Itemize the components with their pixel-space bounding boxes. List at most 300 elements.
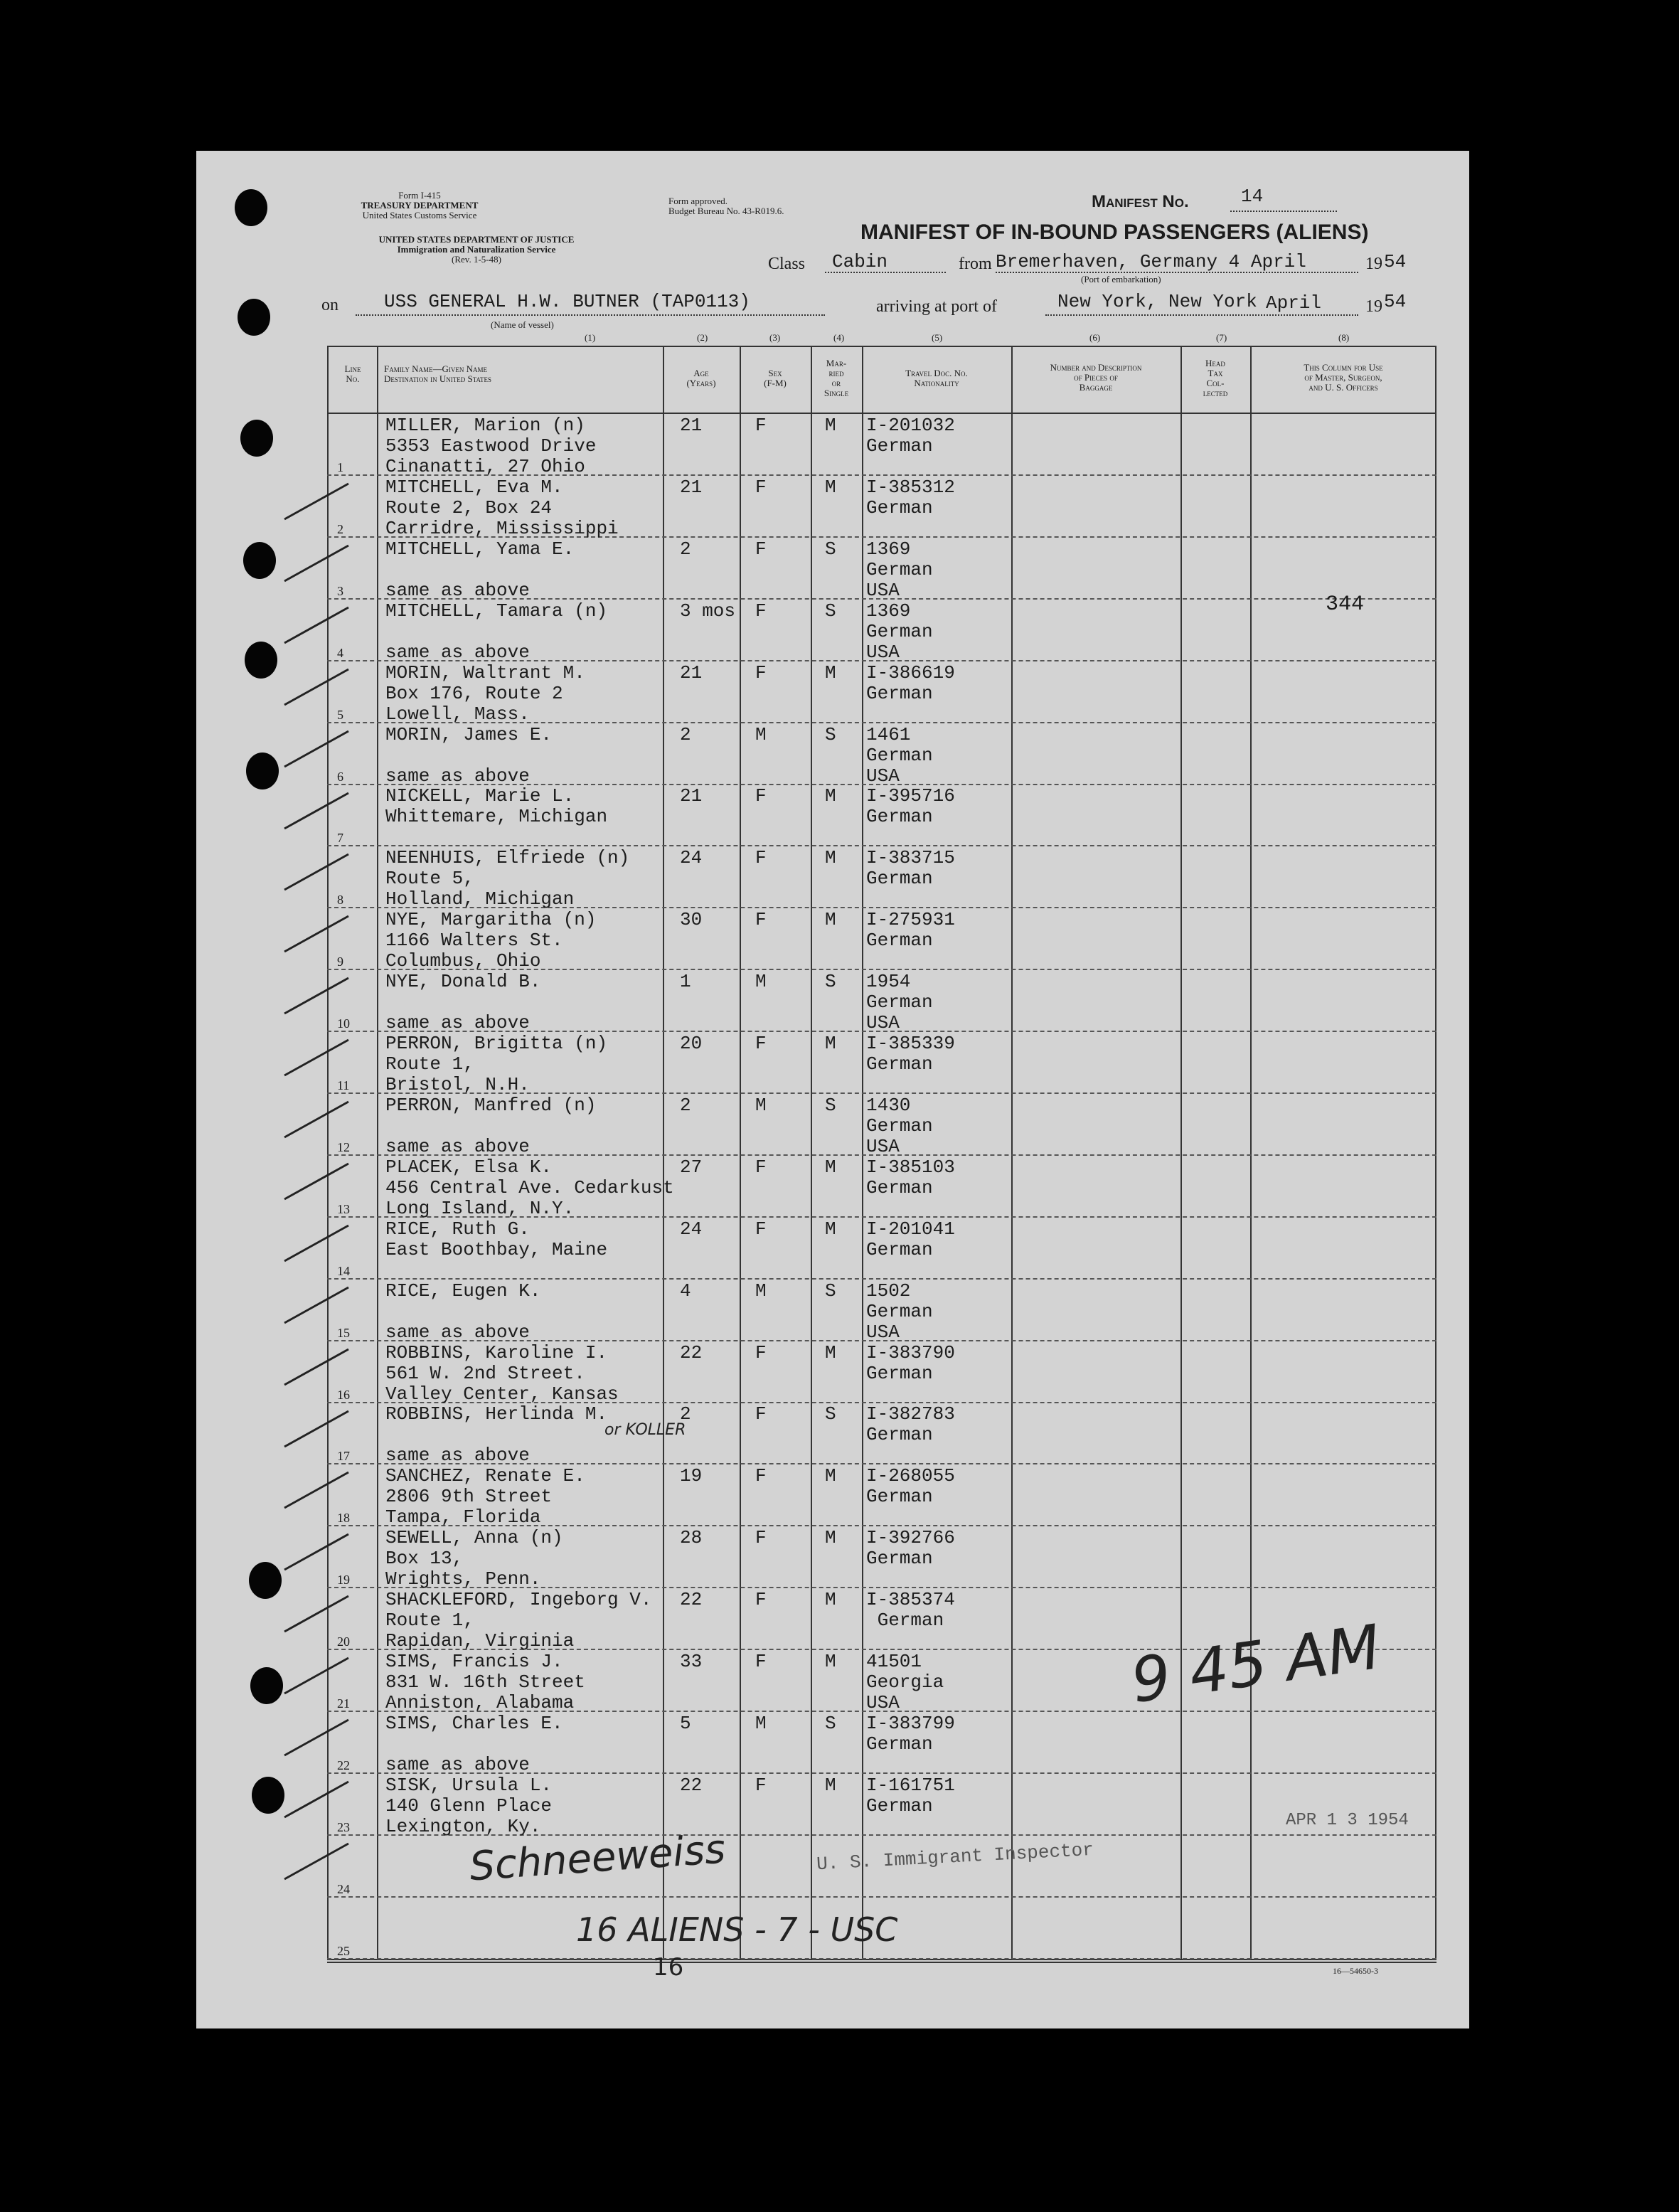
sex-value: F bbox=[755, 1342, 767, 1363]
vessel-name: USS GENERAL H.W. BUTNER (TAP0113) bbox=[384, 291, 750, 312]
travel-doc-line: I-383715 bbox=[866, 847, 955, 868]
age-value: 21 bbox=[680, 477, 703, 498]
column-number: (2) bbox=[697, 332, 708, 343]
passenger-name-line: Lowell, Mass. bbox=[385, 703, 530, 725]
travel-doc-line: German bbox=[866, 1424, 933, 1445]
travel-doc-line: German bbox=[866, 1301, 933, 1322]
passenger-name-line: PERRON, Manfred (n) bbox=[385, 1095, 597, 1116]
passenger-name-line: Anniston, Alabama bbox=[385, 1692, 575, 1713]
travel-doc-line: German bbox=[866, 1239, 933, 1260]
sex-value: F bbox=[755, 600, 767, 622]
line-number: 11 bbox=[337, 1078, 350, 1092]
marital-status: S bbox=[825, 1713, 836, 1734]
age-value: 24 bbox=[680, 1218, 703, 1240]
age-value: 21 bbox=[680, 785, 703, 807]
passenger-name-line: 561 W. 2nd Street. bbox=[385, 1363, 585, 1384]
age-value: 19 bbox=[680, 1465, 703, 1487]
check-mark bbox=[284, 793, 348, 829]
table-row bbox=[327, 1218, 1437, 1280]
sex-value: F bbox=[755, 415, 767, 436]
sex-value: F bbox=[755, 1156, 767, 1178]
travel-doc-line: 1461 bbox=[866, 724, 911, 745]
sex-value: F bbox=[755, 1527, 767, 1548]
marital-status: M bbox=[825, 1033, 836, 1054]
check-mark bbox=[284, 607, 348, 643]
travel-doc-line: German bbox=[866, 1363, 933, 1384]
inspector-stamp: U. S. Immigrant Inspector bbox=[816, 1839, 1094, 1876]
marital-status: M bbox=[825, 785, 836, 807]
check-mark bbox=[284, 1844, 348, 1879]
travel-doc-line: USA bbox=[866, 1322, 900, 1343]
sex-value: F bbox=[755, 1775, 767, 1796]
passenger-name-line: MITCHELL, Yama E. bbox=[385, 538, 575, 560]
header-officers: This Column for Use of Master, Surgeon, and U. S. Officers bbox=[1304, 362, 1383, 393]
arrival-port: New York, New York bbox=[1057, 291, 1257, 312]
header-sex: Sex (F-M) bbox=[764, 368, 787, 388]
passenger-name-line: Route 1, bbox=[385, 1053, 474, 1075]
travel-doc-line: German bbox=[866, 1548, 933, 1569]
passenger-name-line: same as above bbox=[385, 580, 530, 601]
sex-value: F bbox=[755, 1465, 767, 1487]
vessel-caption: (Name of vessel) bbox=[491, 319, 554, 330]
passenger-name-line: Bristol, N.H. bbox=[385, 1074, 530, 1095]
embarkation-caption: (Port of embarkation) bbox=[1081, 274, 1161, 285]
column-number: (4) bbox=[833, 332, 845, 343]
sex-value: F bbox=[755, 847, 767, 868]
on-label: on bbox=[321, 296, 339, 314]
check-mark bbox=[284, 731, 348, 767]
from-label: from bbox=[959, 255, 992, 273]
marital-status: M bbox=[825, 1589, 836, 1610]
passenger-name-line: same as above bbox=[385, 1754, 530, 1775]
column-number: (1) bbox=[585, 332, 596, 343]
passenger-name-line: ROBBINS, Karoline I. bbox=[385, 1342, 608, 1363]
from-year-prefix: 19 bbox=[1365, 255, 1382, 273]
table-row bbox=[327, 846, 1437, 908]
passenger-name-line: Holland, Michigan bbox=[385, 888, 575, 910]
passenger-name-line: Whittemare, Michigan bbox=[385, 806, 608, 827]
sex-value: F bbox=[755, 1589, 767, 1610]
sex-value: F bbox=[755, 1033, 767, 1054]
travel-doc-line: 1369 bbox=[866, 538, 911, 560]
line-number: 5 bbox=[337, 708, 343, 722]
department-block: UNITED STATES DEPARTMENT OF JUSTICE Immigration and Naturalization Service (Rev. 1-5-48) bbox=[378, 234, 575, 265]
table-row bbox=[327, 1094, 1437, 1156]
travel-doc-line: I-201041 bbox=[866, 1218, 955, 1240]
travel-doc-line: USA bbox=[866, 1692, 900, 1713]
check-mark bbox=[284, 854, 348, 890]
column-number: (3) bbox=[769, 332, 781, 343]
travel-doc-line: I-395716 bbox=[866, 785, 955, 807]
travel-doc-line: German bbox=[866, 1610, 944, 1631]
sex-value: F bbox=[755, 477, 767, 498]
line-number: 25 bbox=[337, 1944, 350, 1958]
line-number: 7 bbox=[337, 831, 343, 845]
travel-doc-line: German bbox=[866, 868, 933, 889]
table-bottom-rule bbox=[327, 1962, 1437, 1963]
passenger-name-line: RICE, Ruth G. bbox=[385, 1218, 530, 1240]
marital-status: M bbox=[825, 1342, 836, 1363]
travel-doc-line: German bbox=[866, 745, 933, 766]
passenger-name-line: NICKELL, Marie L. bbox=[385, 785, 575, 807]
age-value: 21 bbox=[680, 415, 703, 436]
travel-doc-line: German bbox=[866, 1733, 933, 1755]
marital-status: S bbox=[825, 1403, 836, 1425]
age-value: 28 bbox=[680, 1527, 703, 1548]
table-row bbox=[327, 1464, 1437, 1526]
column-number: (6) bbox=[1089, 332, 1101, 343]
header-baggage: Number and Description of Pieces of Baggage bbox=[1050, 362, 1142, 393]
travel-doc-line: 1430 bbox=[866, 1095, 911, 1116]
header-line-no: Line No. bbox=[344, 363, 361, 384]
passenger-name-line: same as above bbox=[385, 1445, 530, 1466]
table-row bbox=[327, 476, 1437, 538]
check-mark bbox=[284, 1658, 348, 1693]
line-number: 8 bbox=[337, 893, 343, 907]
passenger-name-line: SANCHEZ, Renate E. bbox=[385, 1465, 585, 1487]
check-mark bbox=[284, 1534, 348, 1570]
age-value: 33 bbox=[680, 1651, 703, 1672]
marital-status: M bbox=[825, 662, 836, 684]
form-id-block: Form I-415 TREASURY DEPARTMENT United States Customs Service bbox=[361, 190, 479, 220]
age-value: 20 bbox=[680, 1033, 703, 1054]
sex-value: F bbox=[755, 538, 767, 560]
line-number: 2 bbox=[337, 522, 343, 536]
passenger-name-line: Lexington, Ky. bbox=[385, 1816, 541, 1837]
passenger-name-line: Carridre, Mississippi bbox=[385, 518, 619, 539]
age-value: 22 bbox=[680, 1342, 703, 1363]
travel-doc-line: Georgia bbox=[866, 1671, 944, 1693]
passenger-name-line: Box 13, bbox=[385, 1548, 464, 1569]
travel-doc-line: USA bbox=[866, 1136, 900, 1157]
travel-doc-line: German bbox=[866, 806, 933, 827]
footer-code: 16—54650-3 bbox=[1333, 1966, 1378, 1976]
handwritten-time: 9 45 AM bbox=[1126, 1612, 1385, 1717]
line-number: 19 bbox=[337, 1573, 350, 1587]
check-mark bbox=[284, 546, 348, 581]
check-mark bbox=[284, 484, 348, 519]
arriving-label: arriving at port of bbox=[876, 297, 997, 316]
header-name: Family Name—Given Name Destination in United States bbox=[384, 363, 492, 384]
marital-status: S bbox=[825, 600, 836, 622]
date-stamp: APR 1 3 1954 bbox=[1286, 1811, 1409, 1830]
sex-value: M bbox=[755, 1095, 767, 1116]
travel-doc-line: I-161751 bbox=[866, 1775, 955, 1796]
travel-doc-line: German bbox=[866, 497, 933, 519]
age-value: 2 bbox=[680, 724, 691, 745]
travel-doc-line: German bbox=[866, 1053, 933, 1075]
alien-count-sub: 16 bbox=[653, 1953, 684, 1982]
line-number: 24 bbox=[337, 1882, 350, 1896]
manifest-no-label: Manifest No. bbox=[1092, 192, 1189, 211]
arrival-date: April bbox=[1266, 292, 1322, 314]
marital-status: M bbox=[825, 847, 836, 868]
travel-doc-line: German bbox=[866, 1177, 933, 1198]
table-row bbox=[327, 970, 1437, 1032]
binder-hole bbox=[235, 189, 267, 226]
line-number: 20 bbox=[337, 1634, 350, 1649]
check-mark bbox=[284, 1349, 348, 1385]
age-value: 24 bbox=[680, 847, 703, 868]
arrival-line bbox=[1045, 314, 1358, 316]
table-row bbox=[327, 1156, 1437, 1218]
check-mark bbox=[284, 1225, 348, 1261]
travel-doc-line: German bbox=[866, 930, 933, 951]
column-number: (5) bbox=[932, 332, 943, 343]
passenger-name-line: same as above bbox=[385, 1136, 530, 1157]
line-number: 9 bbox=[337, 955, 343, 969]
page-title: MANIFEST OF IN-BOUND PASSENGERS (ALIENS) bbox=[860, 220, 1369, 244]
age-value: 22 bbox=[680, 1775, 703, 1796]
marital-status: M bbox=[825, 1651, 836, 1672]
sex-value: F bbox=[755, 909, 767, 930]
travel-doc-line: 1369 bbox=[866, 600, 911, 622]
check-mark bbox=[284, 1472, 348, 1508]
class-value: Cabin bbox=[832, 251, 888, 272]
marital-status: M bbox=[825, 1465, 836, 1487]
passenger-name-line: NYE, Donald B. bbox=[385, 971, 541, 992]
manifest-no: 14 bbox=[1241, 186, 1264, 207]
travel-doc-line: I-383790 bbox=[866, 1342, 955, 1363]
passenger-name-line: PLACEK, Elsa K. bbox=[385, 1156, 553, 1178]
table-row bbox=[327, 1712, 1437, 1774]
line-number: 14 bbox=[337, 1264, 350, 1278]
checkmark-column bbox=[270, 427, 363, 1920]
travel-doc-line: USA bbox=[866, 765, 900, 787]
table-row bbox=[327, 600, 1437, 661]
officer-number: 344 bbox=[1326, 592, 1365, 617]
marital-status: S bbox=[825, 538, 836, 560]
line-number: 22 bbox=[337, 1758, 350, 1772]
check-mark bbox=[284, 1287, 348, 1323]
line-number: 17 bbox=[337, 1449, 350, 1463]
marital-status: S bbox=[825, 724, 836, 745]
check-mark bbox=[284, 1782, 348, 1817]
table-row bbox=[327, 1280, 1437, 1341]
passenger-name-line: SEWELL, Anna (n) bbox=[385, 1527, 563, 1548]
travel-doc-line: I-385374 bbox=[866, 1589, 955, 1610]
line-number: 21 bbox=[337, 1696, 350, 1711]
passenger-name-line: RICE, Eugen K. bbox=[385, 1280, 541, 1302]
passenger-name-line: 5353 Eastwood Drive bbox=[385, 435, 597, 457]
sex-value: F bbox=[755, 1218, 767, 1240]
header-age: Age (Years) bbox=[686, 368, 716, 388]
marital-status: M bbox=[825, 1156, 836, 1178]
class-label: Class bbox=[768, 255, 806, 273]
travel-doc-line: German bbox=[866, 1486, 933, 1507]
age-value: 1 bbox=[680, 971, 691, 992]
table-row bbox=[327, 723, 1437, 785]
sex-value: M bbox=[755, 724, 767, 745]
table-row bbox=[327, 538, 1437, 600]
marital-status: M bbox=[825, 477, 836, 498]
passenger-name-line: 1166 Walters St. bbox=[385, 930, 563, 951]
passenger-name-line: Rapidan, Virginia bbox=[385, 1630, 575, 1652]
travel-doc-line: I-385339 bbox=[866, 1033, 955, 1054]
passenger-name-line: ROBBINS, Herlinda M. bbox=[385, 1403, 608, 1425]
passenger-name-line: SHACKLEFORD, Ingeborg V. bbox=[385, 1589, 652, 1610]
travel-doc-line: I-275931 bbox=[866, 909, 955, 930]
line-number: 18 bbox=[337, 1511, 350, 1525]
passenger-name-line: Route 1, bbox=[385, 1610, 474, 1631]
sex-value: F bbox=[755, 1651, 767, 1672]
line-number: 15 bbox=[337, 1326, 350, 1340]
passenger-name-line: same as above bbox=[385, 1322, 530, 1343]
check-mark bbox=[284, 1102, 348, 1137]
column-number: (8) bbox=[1338, 332, 1350, 343]
approval-note: Form approved. Budget Bureau No. 43-R019.6. bbox=[668, 196, 784, 216]
arrival-year-prefix: 19 bbox=[1365, 297, 1382, 316]
passenger-name-line: PERRON, Brigitta (n) bbox=[385, 1033, 608, 1054]
check-mark bbox=[284, 978, 348, 1014]
passenger-name-line: Wrights, Penn. bbox=[385, 1568, 541, 1590]
marital-status: S bbox=[825, 971, 836, 992]
travel-doc-line: I-392766 bbox=[866, 1527, 955, 1548]
travel-doc-line: German bbox=[866, 683, 933, 704]
age-value: 2 bbox=[680, 538, 691, 560]
travel-doc-line: 1954 bbox=[866, 971, 911, 992]
line-number: 1 bbox=[337, 460, 343, 474]
age-value: 21 bbox=[680, 662, 703, 684]
marital-status: M bbox=[825, 909, 836, 930]
travel-doc-line: USA bbox=[866, 1012, 900, 1033]
passenger-name-line: Box 176, Route 2 bbox=[385, 683, 563, 704]
sex-value: F bbox=[755, 1403, 767, 1425]
line-number: 16 bbox=[337, 1388, 350, 1402]
travel-doc-line: USA bbox=[866, 642, 900, 663]
sex-value: F bbox=[755, 785, 767, 807]
age-value: 2 bbox=[680, 1403, 691, 1425]
passenger-name-line: MORIN, James E. bbox=[385, 724, 553, 745]
sex-value: M bbox=[755, 1280, 767, 1302]
travel-doc-line: 41501 bbox=[866, 1651, 922, 1672]
passenger-name-line: same as above bbox=[385, 642, 530, 663]
line-number: 23 bbox=[337, 1820, 350, 1834]
line-number: 6 bbox=[337, 770, 343, 784]
alien-count-summary: 16 ALIENS - 7 - USC bbox=[576, 1910, 898, 1949]
travel-doc-line: I-385103 bbox=[866, 1156, 955, 1178]
age-value: 22 bbox=[680, 1589, 703, 1610]
passenger-name-line: 831 W. 16th Street bbox=[385, 1671, 585, 1693]
check-mark bbox=[284, 1411, 348, 1447]
travel-doc-line: I-268055 bbox=[866, 1465, 955, 1487]
passenger-name-line: MITCHELL, Eva M. bbox=[385, 477, 563, 498]
age-value: 2 bbox=[680, 1095, 691, 1116]
line-number: 10 bbox=[337, 1016, 350, 1031]
marital-status: M bbox=[825, 415, 836, 436]
passenger-name-line: Columbus, Ohio bbox=[385, 950, 541, 972]
travel-doc-line: USA bbox=[866, 580, 900, 601]
travel-doc-line: I-386619 bbox=[866, 662, 955, 684]
check-mark bbox=[284, 1164, 348, 1199]
sex-value: M bbox=[755, 1713, 767, 1734]
inspector-signature: Schneeweiss bbox=[468, 1826, 727, 1891]
passenger-name-line: NYE, Margaritha (n) bbox=[385, 909, 597, 930]
marital-status: M bbox=[825, 1775, 836, 1796]
passenger-name-line: Route 2, Box 24 bbox=[385, 497, 553, 519]
passenger-name-line: Valley Center, Kansas bbox=[385, 1383, 619, 1405]
header-travel-doc: Travel Doc. No. Nationality bbox=[905, 368, 968, 388]
check-mark bbox=[284, 669, 348, 705]
passenger-name-line: 140 Glenn Place bbox=[385, 1795, 553, 1817]
header-married: Mar- ried or Single bbox=[823, 358, 849, 398]
check-mark bbox=[284, 1596, 348, 1632]
sex-value: M bbox=[755, 971, 767, 992]
age-value: 30 bbox=[680, 909, 703, 930]
check-mark bbox=[284, 1040, 348, 1075]
table-row bbox=[327, 1403, 1437, 1464]
passenger-name-line: SIMS, Francis J. bbox=[385, 1651, 563, 1672]
travel-doc-line: 1502 bbox=[866, 1280, 911, 1302]
passenger-name-line: MITCHELL, Tamara (n) bbox=[385, 600, 608, 622]
check-mark bbox=[284, 916, 348, 952]
sex-value: F bbox=[755, 662, 767, 684]
table-row bbox=[327, 414, 1437, 476]
binder-hole bbox=[240, 420, 273, 457]
vessel-line bbox=[356, 314, 825, 316]
passenger-name-line: SIMS, Charles E. bbox=[385, 1713, 563, 1734]
passenger-name-line: MILLER, Marion (n) bbox=[385, 415, 585, 436]
passenger-name-line: Tampa, Florida bbox=[385, 1506, 541, 1528]
table-row bbox=[327, 908, 1437, 970]
arrival-year: 54 bbox=[1384, 291, 1407, 312]
table-row bbox=[327, 1774, 1437, 1836]
marital-status: S bbox=[825, 1095, 836, 1116]
marital-status: M bbox=[825, 1218, 836, 1240]
check-mark bbox=[284, 1720, 348, 1755]
age-value: 4 bbox=[680, 1280, 691, 1302]
travel-doc-line: German bbox=[866, 1115, 933, 1137]
age-value: 3 mos bbox=[680, 600, 736, 622]
travel-doc-line: I-201032 bbox=[866, 415, 955, 436]
passenger-name-line: East Boothbay, Maine bbox=[385, 1239, 608, 1260]
age-value: 27 bbox=[680, 1156, 703, 1178]
age-value: 5 bbox=[680, 1713, 691, 1734]
table-row bbox=[327, 1526, 1437, 1588]
passenger-name-line: Route 5, bbox=[385, 868, 474, 889]
line-number: 3 bbox=[337, 584, 343, 598]
table-row bbox=[327, 661, 1437, 723]
travel-doc-line: I-382783 bbox=[866, 1403, 955, 1425]
passenger-name-line: Long Island, N.Y. bbox=[385, 1198, 575, 1219]
passenger-name-line: Cinanatti, 27 Ohio bbox=[385, 456, 585, 477]
passenger-name-line: same as above bbox=[385, 765, 530, 787]
passenger-name-line: 2806 9th Street bbox=[385, 1486, 553, 1507]
line-number: 12 bbox=[337, 1140, 350, 1154]
line-number: 4 bbox=[337, 646, 343, 660]
travel-doc-line: German bbox=[866, 621, 933, 642]
travel-doc-line: German bbox=[866, 559, 933, 580]
travel-doc-line: German bbox=[866, 1795, 933, 1817]
travel-doc-line: German bbox=[866, 435, 933, 457]
passenger-name-line: NEENHUIS, Elfriede (n) bbox=[385, 847, 630, 868]
marital-status: S bbox=[825, 1280, 836, 1302]
travel-doc-line: I-383799 bbox=[866, 1713, 955, 1734]
passenger-name-line: same as above bbox=[385, 1012, 530, 1033]
column-number: (7) bbox=[1216, 332, 1227, 343]
binder-hole bbox=[238, 299, 270, 336]
travel-doc-line: I-385312 bbox=[866, 477, 955, 498]
marital-status: M bbox=[825, 1527, 836, 1548]
passenger-name-line: 456 Central Ave. Cedarkust bbox=[385, 1177, 674, 1198]
table-row bbox=[327, 1341, 1437, 1403]
embarkation-port: Bremerhaven, Germany 4 April bbox=[996, 251, 1306, 272]
header-head-tax: Head Tax Col- lected bbox=[1203, 358, 1228, 398]
koller-note: or KOLLER bbox=[604, 1421, 686, 1439]
line-number: 13 bbox=[337, 1202, 350, 1216]
passenger-name-line: SISK, Ursula L. bbox=[385, 1775, 553, 1796]
table-row bbox=[327, 1032, 1437, 1094]
